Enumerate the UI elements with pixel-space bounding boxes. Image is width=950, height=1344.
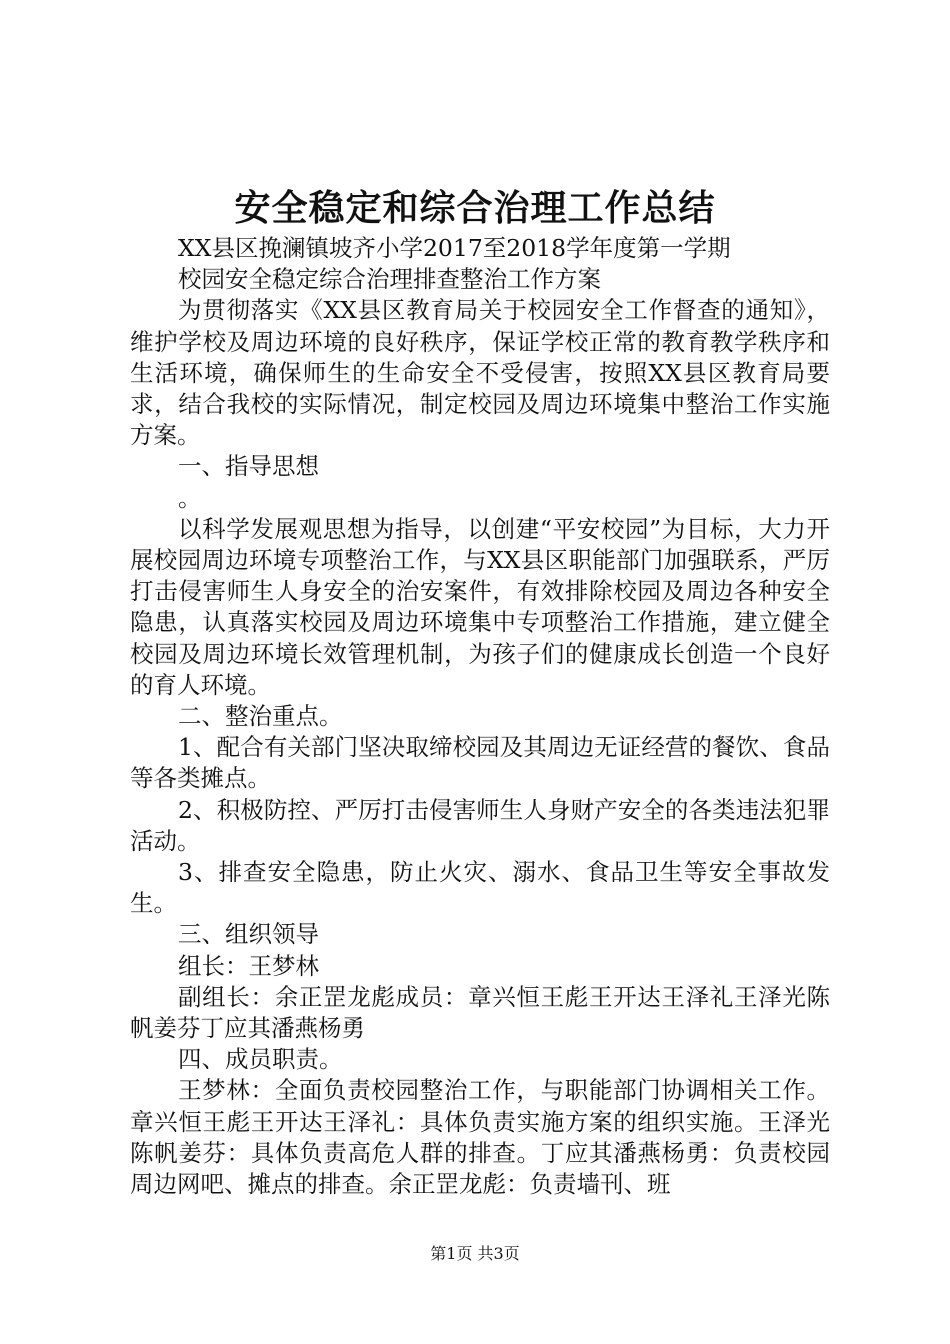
section-heading-2: 二、整治重点。	[178, 702, 343, 731]
page-footer: 第1页 共3页	[430, 1244, 520, 1263]
section-heading-3: 三、组织领导	[178, 920, 319, 949]
member-duties-paragraph: 王梦林：全面负责校园整治工作，与职能部门协调相关工作。章兴恒王彪王开达王泽礼：具体负责实施方案的组织实施。王泽光陈帆姜芬：具体负责高危人群的排查。丁应其潘燕杨勇：负责校园周边网吧、摊点的排查。余正罡龙彪：负责墙刊、班	[130, 1076, 830, 1199]
intro-paragraph: 为贯彻落实《XX县区教育局关于校园安全工作督查的通知》，维护学校及周边环境的良好秩序，保证学校正常的教育教学秩序和生活环境，确保师生的生命安全不受侵害，按照XX县区教育局要求，结合我校的实际情况，制定校园及周边环境集中整治工作实施方案。	[130, 296, 830, 450]
stray-punctuation-line: 。	[178, 483, 202, 512]
group-leader-line: 组长：王梦林	[178, 951, 319, 980]
deputy-and-members-line: 副组长：余正罡龙彪成员：章兴恒王彪王开达王泽礼王泽光陈帆姜芬丁应其潘燕杨勇	[130, 982, 830, 1043]
section-heading-1: 一、指导思想	[178, 452, 319, 481]
document-title: 安全稳定和综合治理工作总结	[234, 187, 716, 229]
focus-item-1: 1、配合有关部门坚决取缔校园及其周边无证经营的餐饮、食品等各类摊点。	[130, 733, 830, 793]
guiding-idea-paragraph: 以科学发展观思想为指导，以创建“平安校园”为目标，大力开展校园周边环境专项整治工作，与XX县区职能部门加强联系，严厉打击侵害师生人身安全的治安案件，有效排除校园及周边各种安全隐患，认真落实校园及周边环境集中专项整治工作措施，建立健全校园及周边环境长效管理机制，为孩子们的健康成长创造一个良好的育人环境。	[130, 514, 830, 699]
subtitle-line-2: 校园安全稳定综合治理排查整治工作方案	[178, 265, 601, 294]
focus-item-3: 3、排查安全隐患，防止火灾、溺水、食品卫生等安全事故发生。	[130, 858, 830, 918]
document-body	[130, 233, 830, 1200]
subtitle-line-1: XX县区挽澜镇坡齐小学2017至2018学年度第一学期	[178, 234, 731, 262]
focus-item-2: 2、积极防控、严厉打击侵害师生人身财产安全的各类违法犯罪活动。	[130, 795, 830, 855]
section-heading-4: 四、成员职责。	[178, 1045, 343, 1074]
